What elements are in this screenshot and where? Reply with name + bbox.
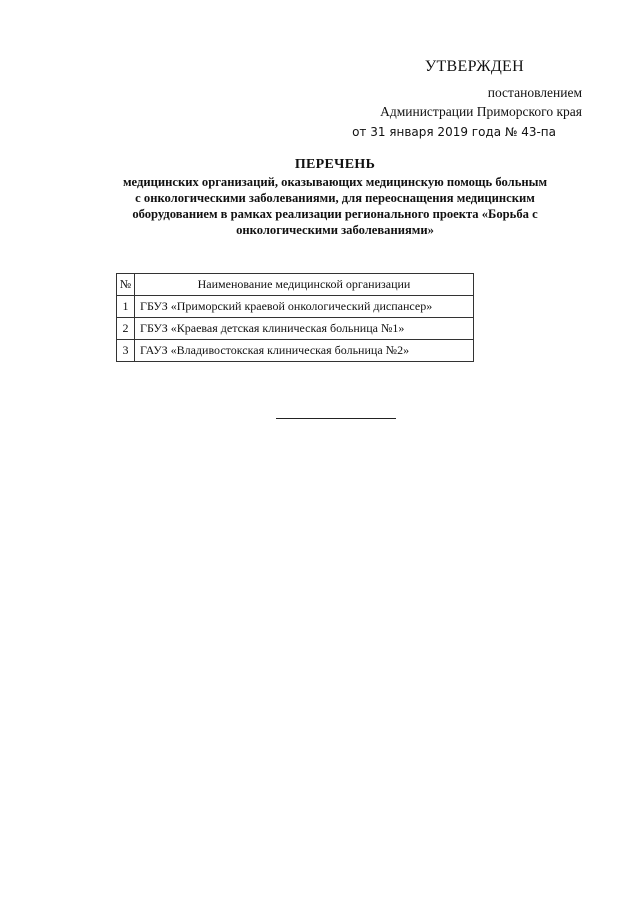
organizations-table xyxy=(116,273,474,362)
table-row xyxy=(117,340,474,362)
header-number: № xyxy=(117,274,135,296)
document-subtitle-line: с онкологическими заболеваниями, для переоснащения медицинским xyxy=(135,191,535,205)
table-row xyxy=(117,318,474,340)
row-number: 3 xyxy=(117,340,135,362)
row-organization-name: ГАУЗ «Владивостокская клиническая больница №2» xyxy=(135,340,474,362)
document-subtitle-line: медицинских организаций, оказывающих медицинскую помощь больным xyxy=(122,175,548,189)
row-number: 1 xyxy=(117,296,135,318)
document-subtitle-line: онкологическими заболеваниями» xyxy=(236,223,434,237)
approval-date: от 31 января 2019 года № 43-па xyxy=(352,125,556,139)
row-organization-name: ГБУЗ «Приморский краевой онкологический диспансер» xyxy=(135,296,474,318)
document-heading xyxy=(70,157,600,238)
end-of-document-divider xyxy=(276,418,396,419)
table-row xyxy=(117,296,474,318)
approval-line-administration: Администрации Приморского края xyxy=(380,104,582,119)
approval-title: УТВЕРЖДЕН xyxy=(424,58,524,75)
approval-block xyxy=(322,57,582,142)
row-number: 2 xyxy=(117,318,135,340)
document-title: ПЕРЕЧЕНЬ xyxy=(294,157,376,172)
table-header-row xyxy=(117,274,474,296)
document-subtitle-line: оборудованием в рамках реализации регионального проекта «Борьба с xyxy=(132,207,538,221)
approval-line-decree: постановлением xyxy=(487,85,582,100)
header-organization-name: Наименование медицинской организации xyxy=(135,274,474,296)
row-organization-name: ГБУЗ «Краевая детская клиническая больница №1» xyxy=(135,318,474,340)
